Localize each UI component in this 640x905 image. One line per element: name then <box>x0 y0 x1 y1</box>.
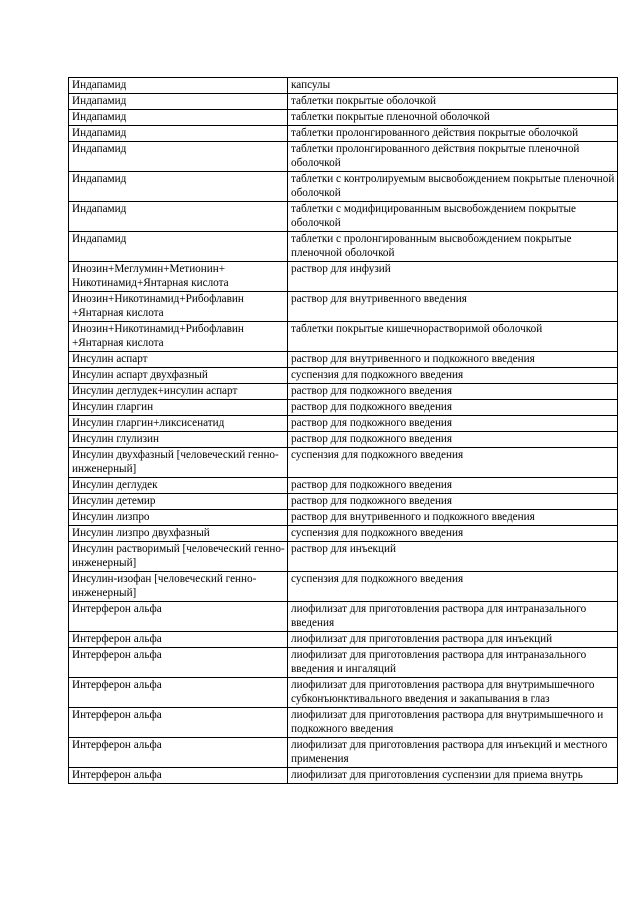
drug-name-cell: Интерферон альфа <box>69 648 288 678</box>
table-row <box>69 322 618 352</box>
table-row <box>69 110 618 126</box>
dosage-form-cell: раствор для подкожного введения <box>288 494 618 510</box>
drug-name-cell: Интерферон альфа <box>69 738 288 768</box>
dosage-form-cell: таблетки пролонгированного действия покрытые оболочкой <box>288 126 618 142</box>
dosage-form-cell: таблетки покрытые пленочной оболочкой <box>288 110 618 126</box>
dosage-form-cell: лиофилизат для приготовления раствора для интраназального введения и ингаляций <box>288 648 618 678</box>
dosage-form-cell: таблетки пролонгированного действия покрытые пленочной оболочкой <box>288 142 618 172</box>
dosage-form-cell: раствор для подкожного введения <box>288 400 618 416</box>
dosage-form-cell: таблетки с модифицированным высвобождением покрытые оболочкой <box>288 202 618 232</box>
drug-name-cell: Интерферон альфа <box>69 602 288 632</box>
drug-table <box>68 77 618 784</box>
dosage-form-cell: раствор для внутривенного и подкожного введения <box>288 352 618 368</box>
dosage-form-cell: суспензия для подкожного введения <box>288 448 618 478</box>
drug-name-cell: Индапамид <box>69 126 288 142</box>
table-row <box>69 232 618 262</box>
drug-name-cell: Индапамид <box>69 94 288 110</box>
table-row <box>69 768 618 784</box>
dosage-form-cell: лиофилизат для приготовления раствора для внутримышечного и подкожного введения <box>288 708 618 738</box>
drug-name-cell: Индапамид <box>69 110 288 126</box>
drug-name-cell: Инсулин растворимый [человеческий генно-инженерный] <box>69 542 288 572</box>
table-row <box>69 202 618 232</box>
table-row <box>69 126 618 142</box>
table-row <box>69 384 618 400</box>
table-row <box>69 494 618 510</box>
drug-name-cell: Инсулин-изофан [человеческий генно-инженерный] <box>69 572 288 602</box>
drug-name-cell: Инсулин лизпро двухфазный <box>69 526 288 542</box>
table-row <box>69 142 618 172</box>
table-row <box>69 94 618 110</box>
table-row <box>69 172 618 202</box>
drug-name-cell: Инсулин деглудек+инсулин аспарт <box>69 384 288 400</box>
drug-name-cell: Индапамид <box>69 232 288 262</box>
drug-name-cell: Инсулин глулизин <box>69 432 288 448</box>
drug-name-cell: Инсулин двухфазный [человеческий генно-инженерный] <box>69 448 288 478</box>
drug-name-cell: Инозин+Меглумин+Метионин+ Никотинамид+Янтарная кислота <box>69 262 288 292</box>
drug-name-cell: Интерферон альфа <box>69 678 288 708</box>
table-row <box>69 352 618 368</box>
dosage-form-cell: таблетки покрытые оболочкой <box>288 94 618 110</box>
drug-name-cell: Инсулин аспарт <box>69 352 288 368</box>
drug-name-cell: Индапамид <box>69 78 288 94</box>
dosage-form-cell: лиофилизат для приготовления раствора для инъекций <box>288 632 618 648</box>
dosage-form-cell: раствор для подкожного введения <box>288 384 618 400</box>
drug-name-cell: Индапамид <box>69 142 288 172</box>
dosage-form-cell: раствор для подкожного введения <box>288 416 618 432</box>
table-row <box>69 542 618 572</box>
dosage-form-cell: раствор для внутривенного введения <box>288 292 618 322</box>
drug-name-cell: Инсулин деглудек <box>69 478 288 494</box>
table-row <box>69 292 618 322</box>
table-row <box>69 78 618 94</box>
dosage-form-cell: лиофилизат для приготовления раствора для инъекций и местного применения <box>288 738 618 768</box>
drug-name-cell: Интерферон альфа <box>69 708 288 738</box>
table-row <box>69 510 618 526</box>
table-row <box>69 368 618 384</box>
drug-name-cell: Интерферон альфа <box>69 768 288 784</box>
dosage-form-cell: капсулы <box>288 78 618 94</box>
table-row <box>69 572 618 602</box>
drug-name-cell: Индапамид <box>69 172 288 202</box>
dosage-form-cell: лиофилизат для приготовления суспензии для приема внутрь <box>288 768 618 784</box>
drug-name-cell: Инсулин аспарт двухфазный <box>69 368 288 384</box>
table-row <box>69 648 618 678</box>
table-row <box>69 262 618 292</box>
dosage-form-cell: лиофилизат для приготовления раствора для интраназального введения <box>288 602 618 632</box>
dosage-form-cell: таблетки с пролонгированным высвобождением покрытые пленочной оболочкой <box>288 232 618 262</box>
dosage-form-cell: суспензия для подкожного введения <box>288 526 618 542</box>
drug-name-cell: Интерферон альфа <box>69 632 288 648</box>
table-row <box>69 738 618 768</box>
table-row <box>69 448 618 478</box>
table-row <box>69 602 618 632</box>
dosage-form-cell: суспензия для подкожного введения <box>288 572 618 602</box>
drug-table-body <box>69 78 618 784</box>
dosage-form-cell: раствор для подкожного введения <box>288 432 618 448</box>
drug-name-cell: Инозин+Никотинамид+Рибофлавин +Янтарная кислота <box>69 322 288 352</box>
table-row <box>69 526 618 542</box>
dosage-form-cell: таблетки с контролируемым высвобождением покрытые пленочной оболочкой <box>288 172 618 202</box>
dosage-form-cell: раствор для инъекций <box>288 542 618 572</box>
table-row <box>69 708 618 738</box>
drug-name-cell: Инсулин гларгин+ликсисенатид <box>69 416 288 432</box>
dosage-form-cell: раствор для внутривенного и подкожного введения <box>288 510 618 526</box>
table-row <box>69 478 618 494</box>
table-row <box>69 432 618 448</box>
table-row <box>69 678 618 708</box>
table-row <box>69 400 618 416</box>
drug-name-cell: Инсулин лизпро <box>69 510 288 526</box>
dosage-form-cell: таблетки покрытые кишечнорастворимой оболочкой <box>288 322 618 352</box>
drug-name-cell: Индапамид <box>69 202 288 232</box>
drug-name-cell: Инсулин детемир <box>69 494 288 510</box>
table-row <box>69 632 618 648</box>
drug-name-cell: Инсулин гларгин <box>69 400 288 416</box>
dosage-form-cell: раствор для подкожного введения <box>288 478 618 494</box>
dosage-form-cell: лиофилизат для приготовления раствора для внутримышечного субконъюнктивального введения и закапывания в глаз <box>288 678 618 708</box>
dosage-form-cell: суспензия для подкожного введения <box>288 368 618 384</box>
dosage-form-cell: раствор для инфузий <box>288 262 618 292</box>
drug-name-cell: Инозин+Никотинамид+Рибофлавин +Янтарная кислота <box>69 292 288 322</box>
table-row <box>69 416 618 432</box>
